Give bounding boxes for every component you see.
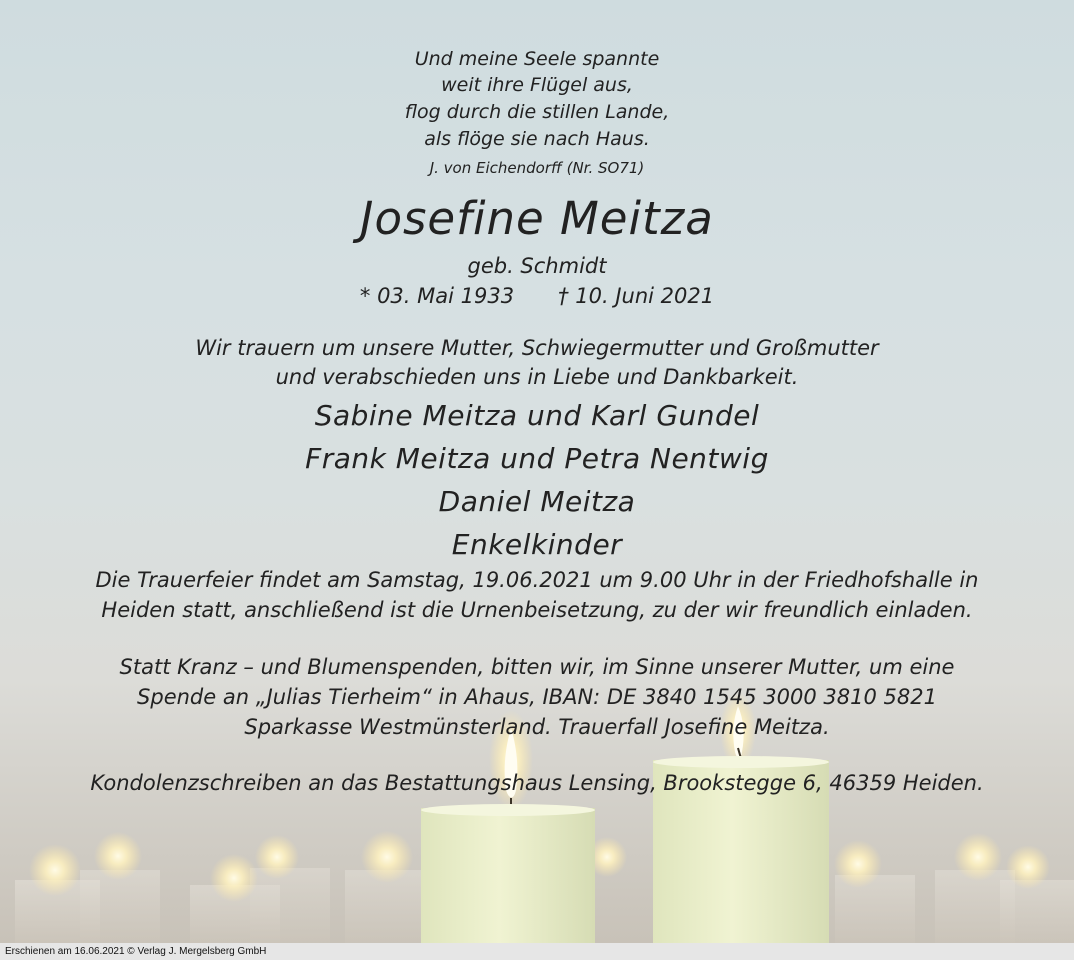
donation-line: Sparkasse Westmünsterland. Trauerfall Josefine Meitza. <box>244 715 830 739</box>
poem-line: flog durch die stillen Lande, <box>404 101 670 123</box>
death-date: † 10. Juni 2021 <box>558 284 715 308</box>
family-member: Enkelkinder <box>451 528 623 561</box>
left-candle <box>421 710 595 943</box>
birth-date: * 03. Mai 1933 <box>359 284 515 308</box>
family-member: Daniel Meitza <box>438 485 636 518</box>
birth-name: geb. Schmidt <box>467 254 607 278</box>
deceased-name: Josefine Meitza <box>360 192 714 245</box>
family-member: Frank Meitza und Petra Nentwig <box>305 442 769 475</box>
poem-line: Und meine Seele spannte <box>414 48 660 70</box>
donation-line: Statt Kranz – und Blumenspenden, bitten wir, im Sinne unserer Mutter, um eine <box>119 655 955 679</box>
life-dates <box>0 284 1074 308</box>
poem-line: als flöge sie nach Haus. <box>424 128 650 150</box>
ceremony-line: Heiden statt, anschließend ist die Urnenbeisetzung, zu der wir freundlich einladen. <box>101 598 973 622</box>
mourning-text-line: und verabschieden uns in Liebe und Dankbarkeit. <box>275 365 799 389</box>
poem-line: weit ihre Flügel aus, <box>441 74 633 96</box>
family-member: Sabine Meitza und Karl Gundel <box>314 399 760 432</box>
donation-line: Spende an „Julias Tierheim“ in Ahaus, IBAN: DE 3840 1545 3000 3810 5821 <box>137 685 937 709</box>
publication-footer: Erschienen am 16.06.2021 © Verlag J. Mergelsberg GmbH <box>0 943 1074 960</box>
poem-author: J. von Eichendorff (Nr. SO71) <box>429 159 645 177</box>
condolence-note: Kondolenzschreiben an das Bestattungshaus Lensing, Brookstegge 6, 46359 Heiden. <box>90 771 984 795</box>
mourning-text-line: Wir trauern um unsere Mutter, Schwiegermutter und Großmutter <box>195 336 879 360</box>
ceremony-line: Die Trauerfeier findet am Samstag, 19.06.2021 um 9.00 Uhr in der Friedhofshalle in <box>95 568 979 592</box>
